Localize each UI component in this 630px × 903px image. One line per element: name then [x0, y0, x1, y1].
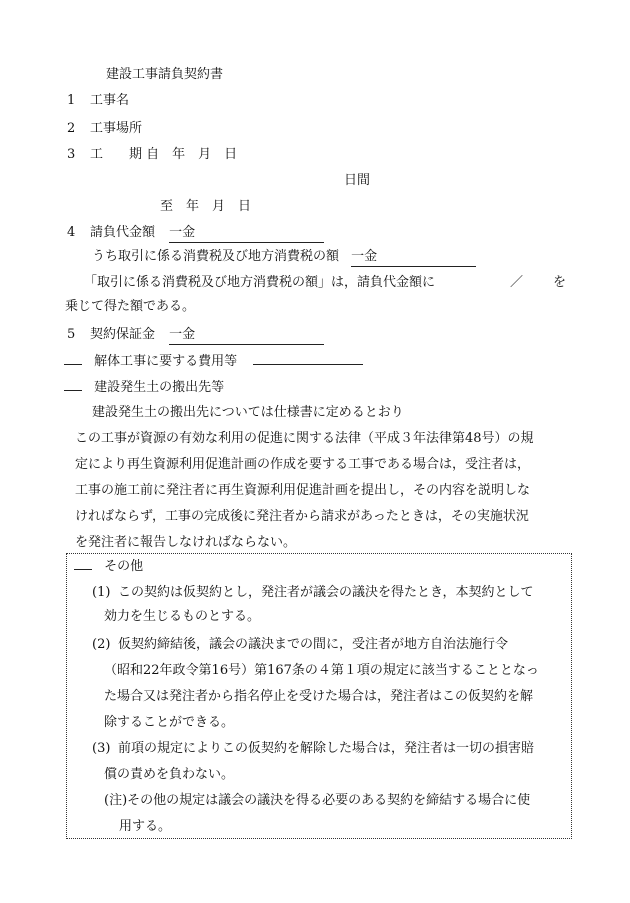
other-number-blank [74, 557, 92, 570]
item-4-number: 4 [67, 225, 76, 240]
contract-amount-blank [169, 224, 324, 243]
soil-line [64, 378, 224, 397]
item-2-number: 2 [67, 121, 76, 136]
recycle-line-4: ければならず，工事の完成後に発注者から請求があったときは，その実施状況 [75, 509, 529, 524]
recycle-line-3: 工事の施工前に発注者に再生資源利用促進計画を提出し，その内容を説明しな [75, 483, 531, 498]
recycle-line-5: を発注者に報告しなければならない。 [75, 535, 297, 550]
document-title: 建設工事請負契約書 [106, 67, 224, 82]
tax-rate-slash: ／ [510, 275, 524, 290]
item-2-label: 工事場所 [90, 121, 143, 136]
soil-number-blank [64, 378, 82, 391]
dismantle-blank [253, 352, 363, 365]
provision-2-number: (2) [92, 637, 111, 652]
other-label: その他 [104, 559, 144, 574]
dismantle-number-blank [64, 352, 82, 365]
other-heading [74, 557, 143, 576]
provision-2-line-3: た場合又は発注者から指名停止を受けた場合は，発注者はこの仮契約を解 [104, 689, 534, 704]
recycle-line-1: この工事が資源の有効な利用の促進に関する法律（平成３年法律第48号）の規 [75, 431, 534, 446]
provision-3-line-2: 償の責めを負わない。 [104, 767, 235, 782]
tax-note-wo: を [553, 275, 567, 290]
tax-amount-prefix: 一金 [351, 249, 378, 264]
provision-2-line-4: 除することができる。 [104, 715, 235, 730]
dismantle-line [64, 352, 363, 371]
provision-1-line-1: この契約は仮契約とし，発注者が議会の議決を得たとき，本契約として [118, 585, 534, 600]
recycle-line-2: 定により再生資源利用促進計画の作成を要する工事である場合は，受注者は， [75, 457, 531, 472]
note-line-2: 用する。 [119, 819, 172, 834]
item-1-label: 工事名 [90, 93, 130, 108]
item-3-days: 日間 [344, 173, 371, 188]
item-3-to: 至 年 月 日 [160, 199, 252, 214]
tax-note-line2: 乗じて得た額である。 [65, 299, 196, 314]
dismantle-label: 解体工事に要する費用等 [94, 354, 238, 369]
tax-amount-blank [351, 248, 476, 267]
soil-label: 建設発生土の搬出先等 [94, 380, 225, 395]
contract-amount-label: 請負代金額 [90, 225, 156, 240]
note-line-1: (注)その他の規定は議会の議決を得る必要のある契約を締結する場合に使 [104, 793, 531, 808]
item-4-label [90, 224, 324, 243]
guarantee-prefix: 一金 [169, 327, 196, 342]
provision-3-number: (3) [92, 741, 111, 756]
provision-1-line-2: 効力を生じるものとする。 [104, 609, 261, 624]
item-3-label: 工 期 自 年 月 日 [90, 147, 238, 162]
item-5-label [90, 326, 324, 345]
provision-2-line-2: （昭和22年政令第16号）第167条の４第１項の規定に該当することとなっ [104, 663, 539, 678]
contract-amount-prefix: 一金 [169, 225, 196, 240]
guarantee-label: 契約保証金 [90, 327, 156, 342]
soil-text: 建設発生土の搬出先については仕様書に定めるとおり [92, 405, 404, 420]
guarantee-blank [169, 326, 324, 345]
provision-3-line-1: 前項の規定によりこの仮契約を解除した場合は，発注者は一切の損害賠 [118, 741, 535, 756]
provision-2-line-1: 仮契約締結後，議会の議決までの間に，受注者が地方自治法施行令 [118, 637, 509, 652]
item-3-number: 3 [67, 147, 76, 162]
item-1-number: 1 [67, 93, 76, 108]
tax-label: うち取引に係る消費税及び地方消費税の額 [92, 249, 340, 264]
provision-1-number: (1) [92, 585, 111, 600]
tax-note-line1: 「取引に係る消費税及び地方消費税の額」は，請負代金額に [84, 275, 436, 290]
tax-line [92, 248, 476, 267]
item-5-number: 5 [67, 327, 76, 342]
